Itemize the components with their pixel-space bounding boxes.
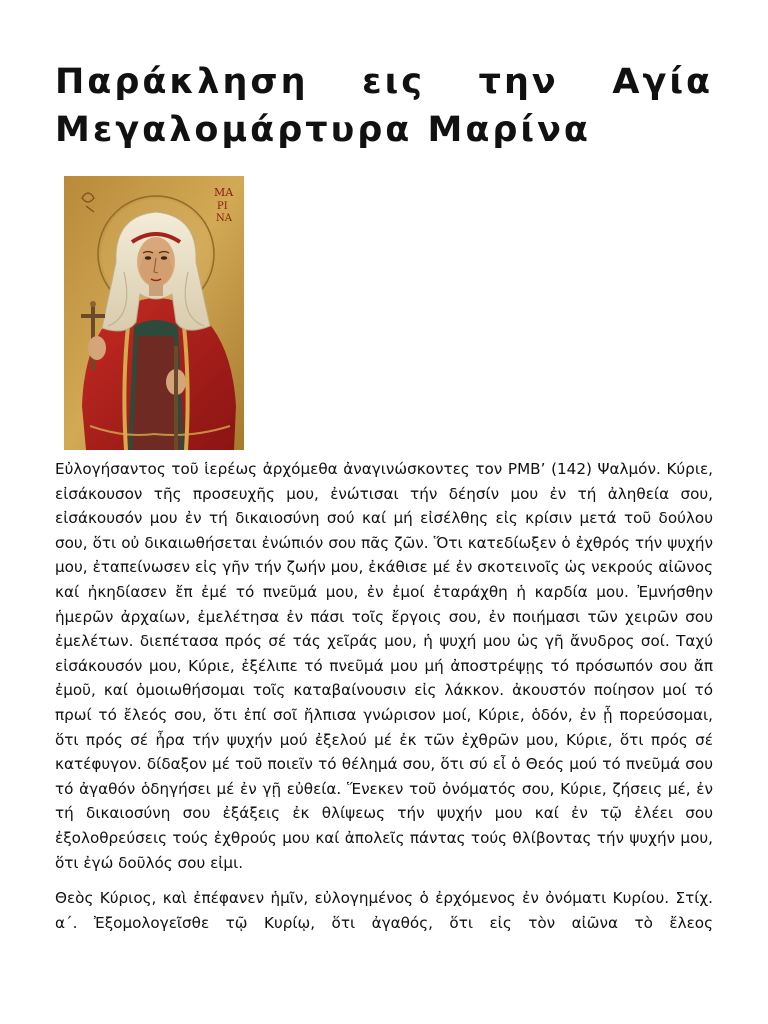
saint-marina-icon [64,176,244,450]
paragraph-lead-2: Θεὸς Κύριος, καὶ ἐπέφανεν ἡμῖν, εὐλογημένος ὁ ἐρχόμενος ἐν ὀνόματι Κυρίου. [55,889,670,908]
psalm-paragraph [55,457,713,875]
document-page [55,0,713,935]
paragraph-lead: Εὐλογήσαντος τοῦ ἱερέως ἀρχόμεθα ἀναγινώσκοντες τον ΡΜΒ’ (142) Ψαλμόν. [55,460,661,478]
paragraph-body: Κύριε, εἰσάκουσον τῆς προσευχῆς μου, ἐνώτισαι τήν δέησίν μου ἐν τή ἀληθεία σου, εἰσάκουσόν μου ἐν τή δικαιοσύνη σού καί μή εἰσέλθης εἰς κρίσιν μετά τοῦ δούλου σου, ὅτι οὐ δικαιωθήσεται ἐνώπιόν σου πᾶς ζῶν. Ὅτι κατεδίωξεν ὁ ἐχθρός τήν ψυχήν μου, ἐταπείνωσεν εἰς γῆν τήν ζωήν μου, ἐκάθισε μέ ἐν σκοτεινοῖς ὡς νεκρούς αἰῶνος καί ἠκηδίασεν ἔπ ἐμέ τό πνεῦμά μου, ἐν ἐμοί ἐταράχθη ἡ καρδία μου. Ἐμνήσθην ἡμερῶν ἀρχαίων, ἐμελέτησα ἐν πάσι τοῖς ἔργοις σου, ἐν ποιήμασι τῶν χειρῶν σου ἐμελέτων. διεπέτασα πρός σέ τάς χεῖράς μου, ἡ ψυχή μου ὡς γῆ ἄνυδρος σοί. Ταχύ εἰσάκουσόν μου, Κύριε, ἐξέλιπε τό πνεῦμά μου μή ἀποστρέψῃς τό πρόσωπόν σου ἄπ ἐμοῦ, καί ὁμοιωθήσομαι τοῖς καταβαίνουσιν εἰς λάκκον. ἀκουστόν ποίησον μοί τό πρωί τό ἔλεός σου, ὅτι ἐπί σοῖ ἤλπισα γνώρισον μοί, Κύριε, ὁδόν, ἐν ᾗ πορεύσομαι, ὅτι πρός σέ ἦρα τήν ψυχήν μού ἐξελού μέ ἐκ τῶν ἐχθρῶν μου, Κύριε, ὅτι πρός σέ κατέφυγον. δίδαξον μέ τοῦ ποιεῖν τό θέλημά σου, ὅτι σύ εἶ ὁ Θεός μού τό πνεῦμά σου τό ἀγαθόν ὁδηγήσει μέ ἐν γῇ εὐθεία. Ἕνεκεν τοῦ ὀνόματός σου, Κύριε, ζήσεις μέ, ἐν τή δικαιοσύνη σου ἐξάξεις ἐκ θλίψεως τήν ψυχήν μου καί ἐν τῷ ἐλέει σου ἐξολοθρεύσεις τούς ἐχθρούς μου καί ἀπολεῖς πάντας τούς θλίβοντας τήν ψυχήν μου, ὅτι ἐγώ δοῦλός σου εἰμι. [55,460,714,872]
theos-kyrios-paragraph [55,886,713,935]
paragraph-body-2: Στίχ. α΄. Ἐξομολογεῖσθε τῷ Κυρίῳ, ὅτι ἀγαθός, ὅτι εἰς τὸν αἰῶνα τὸ ἔλεος [55,889,714,932]
document-title: Παράκληση εις την Αγία Μεγαλομάρτυρα Μαρίνα [55,62,713,150]
icon-inscription-1: ΜΑ [214,186,234,199]
icon-inscription-2: ΡΙ [217,201,228,212]
icon-inscription-3: ΝΑ [216,213,232,224]
